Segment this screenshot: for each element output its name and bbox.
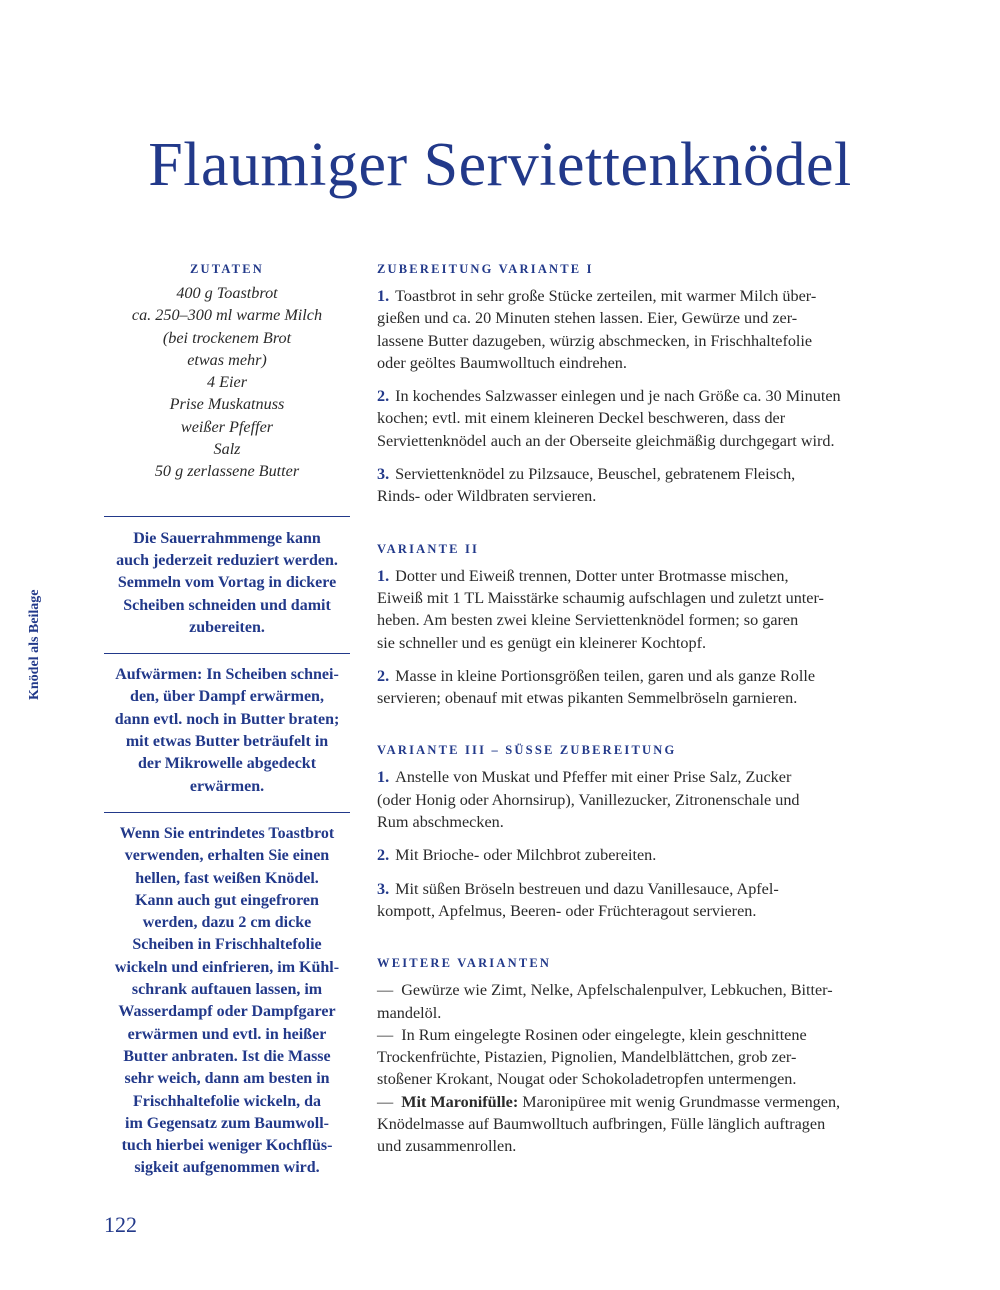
variant-item [377, 979, 897, 1024]
note-line: erwärmen und evtl. in heißer [127, 1025, 327, 1043]
step-line: Toastbrot in sehr große Stücke zerteilen, mit warmer Milch über- [395, 287, 817, 305]
step-item [377, 565, 897, 654]
note-line: Scheiben schneiden und damit [123, 596, 331, 614]
note-line: Wasserdampf oder Dampfgarer [118, 1003, 336, 1021]
step-number: 1. [377, 287, 390, 305]
step-line: lassene Butter dazugeben, würzig abschmecken, in Frischhaltefolie [377, 331, 813, 350]
variant-line: Knödelmasse auf Baumwolltuch aufbringen, Fülle länglich auftragen [377, 1115, 826, 1134]
variant-line: Maronipüree mit wenig Grundmasse vermengen, [522, 1092, 841, 1111]
ingredient-line: weißer Pfeffer [180, 417, 274, 436]
step-number: 2. [377, 846, 390, 865]
step-line: oder geöltes Baumwolltuch eindrehen. [377, 353, 627, 372]
ingredient-line: 50 g zerlassene Butter [154, 462, 300, 481]
step-item [377, 878, 897, 923]
section-label-variante-1: ZUBEREITUNG VARIANTE I [377, 262, 594, 276]
variant-line: und zusammenrollen. [377, 1137, 517, 1156]
ingredient-line: 400 g Toastbrot [176, 284, 278, 302]
step-number: 3. [377, 465, 390, 484]
section-spacer [377, 720, 897, 743]
note-line: Die Sauerrahmmenge kann [133, 529, 321, 547]
note-line: den, über Dampf erwärmen, [130, 688, 324, 706]
step-line: Serviettenknödel zu Pilzsauce, Beuschel, gebratenem Fleisch, [395, 465, 796, 484]
step-number: 1. [377, 768, 390, 787]
ingredient-line: 4 Eier [206, 373, 247, 392]
note-line: Scheiben in Frischhaltefolie [132, 936, 322, 954]
ingredient-line: Prise Muskatnuss [169, 395, 285, 414]
section-label-variante-2: VARIANTE II [377, 541, 480, 556]
note-line: schrank auftauen lassen, im [131, 981, 323, 999]
step-line: Rinds- oder Wildbraten servieren. [377, 487, 597, 506]
step-line: Masse in kleine Portionsgrößen teilen, garen und als ganze Rolle [395, 666, 816, 685]
step-item [377, 844, 897, 866]
step-item [377, 766, 897, 833]
page-title: Flaumiger Serviettenknödel [148, 130, 852, 199]
note-line: sigkeit aufgenommen wird. [134, 1159, 320, 1177]
note-line: wickeln und einfrieren, im Kühl- [114, 958, 340, 976]
note-line: verwenden, erhalten Sie einen [124, 847, 330, 865]
note-line: tuch hierbei weniger Kochflüs- [121, 1137, 333, 1155]
note-line: hellen, fast weißen Knödel. [135, 869, 319, 887]
tip-note-1 [104, 516, 350, 639]
step-line: servieren; obenauf mit etwas pikanten Semmelbröseln garnieren. [377, 689, 798, 708]
ingredient-line: ca. 250–300 ml warme Milch [131, 306, 323, 325]
variant-item [377, 1024, 897, 1091]
note-line: erwärmen. [189, 777, 265, 795]
note-line: im Gegensatz zum Baumwoll- [125, 1114, 329, 1132]
step-item [377, 463, 897, 508]
tip-note-3 [104, 812, 350, 1180]
side-tab-label: Knödel als Beilage [27, 589, 42, 700]
step-line: heben. Am besten zwei kleine Serviettenknödel formen; so garen [377, 611, 799, 630]
step-line: Dotter und Eiweiß trennen, Dotter unter Brotmasse mischen, [395, 566, 789, 585]
step-line: kompott, Apfelmus, Beeren- oder Früchteragout servieren. [377, 901, 757, 920]
section-label-weitere-varianten: WEITERE VARIANTEN [377, 956, 552, 971]
step-item [377, 665, 897, 710]
note-line: Aufwärmen: In Scheiben schnei- [115, 666, 339, 684]
section-label-variante-3: VARIANTE III – SÜSSE ZUBEREITUNG [377, 743, 677, 758]
step-number: 3. [377, 879, 390, 898]
step-line: sie schneller und es genügt ein kleinerer Kochtopf. [377, 633, 707, 652]
variant-bold-label: Mit Maronifülle: [401, 1092, 519, 1111]
dash-bullet: — [377, 1025, 394, 1044]
note-line: mit etwas Butter beträufelt in [125, 733, 329, 751]
step-item [377, 385, 897, 452]
note-line: sehr weich, dann am besten in [124, 1070, 330, 1088]
note-line: dann evtl. noch in Butter braten; [114, 710, 340, 728]
step-line: Rum abschmecken. [377, 813, 504, 832]
step-line: kochen; evtl. mit einem kleineren Deckel beschweren, dass der [377, 409, 786, 428]
variant-line: Trockenfrüchte, Pistazien, Pignolien, Mandelblättchen, grob zer- [377, 1048, 797, 1067]
page-number: 122 [104, 1212, 137, 1237]
step-line: Mit Brioche- oder Milchbrot zubereiten. [395, 846, 657, 865]
section-spacer [377, 519, 897, 542]
left-column [104, 262, 350, 1180]
ingredient-line: etwas mehr) [187, 350, 267, 369]
step-number: 2. [377, 666, 390, 685]
step-line: Anstelle von Muskat und Pfeffer mit einer Prise Salz, Zucker [395, 768, 792, 787]
note-line: Butter anbraten. Ist die Masse [123, 1047, 331, 1065]
note-line: auch jederzeit reduziert werden. [116, 551, 338, 569]
variant-line: mandelöl. [377, 1003, 442, 1022]
step-item [377, 285, 897, 374]
note-line: Frischhaltefolie wickeln, da [133, 1092, 321, 1110]
tip-note-2 [104, 653, 350, 798]
step-line: Mit süßen Bröseln bestreuen und dazu Vanillesauce, Apfel- [395, 879, 779, 898]
note-line: der Mikrowelle abgedeckt [137, 755, 317, 773]
dash-bullet: — [377, 1092, 394, 1111]
ingredient-line: Salz [213, 440, 241, 459]
step-line: Eiweiß mit 1 TL Maisstärke schaumig aufschlagen und zuletzt unter- [377, 588, 824, 607]
step-line: (oder Honig oder Ahornsirup), Vanillezucker, Zitronenschale und [377, 790, 800, 809]
ingredients-list [104, 282, 350, 483]
note-line: werden, dazu 2 cm dicke [142, 914, 312, 932]
step-number: 1. [377, 566, 390, 585]
note-line: Semmeln vom Vortag in dickere [117, 574, 337, 592]
variant-line: In Rum eingelegte Rosinen oder eingelegte, klein geschnittene [401, 1025, 807, 1044]
step-line: In kochendes Salzwasser einlegen und je nach Größe ca. 30 Minuten [395, 387, 841, 406]
ingredients-label: ZUTATEN [190, 262, 264, 276]
variant-item [377, 1091, 897, 1158]
step-number: 2. [377, 387, 390, 406]
section-spacer [377, 933, 897, 956]
note-line: Wenn Sie entrindetes Toastbrot [119, 824, 335, 842]
step-line: gießen und ca. 20 Minuten stehen lassen. Eier, Gewürze und zer- [377, 309, 798, 328]
note-line: Kann auch gut eingefroren [135, 891, 319, 909]
dash-bullet: — [377, 981, 394, 1000]
variant-line: Gewürze wie Zimt, Nelke, Apfelschalenpulver, Lebkuchen, Bitter- [401, 981, 833, 1000]
right-column [377, 262, 897, 1158]
step-line: Serviettenknödel auch an der Oberseite gleichmäßig durchgegart wird. [377, 431, 835, 450]
variant-line: stoßener Krokant, Nougat oder Schokoladetropfen untermengen. [377, 1070, 797, 1089]
note-line: zubereiten. [189, 618, 265, 636]
ingredient-line: (bei trockenem Brot [162, 328, 292, 347]
